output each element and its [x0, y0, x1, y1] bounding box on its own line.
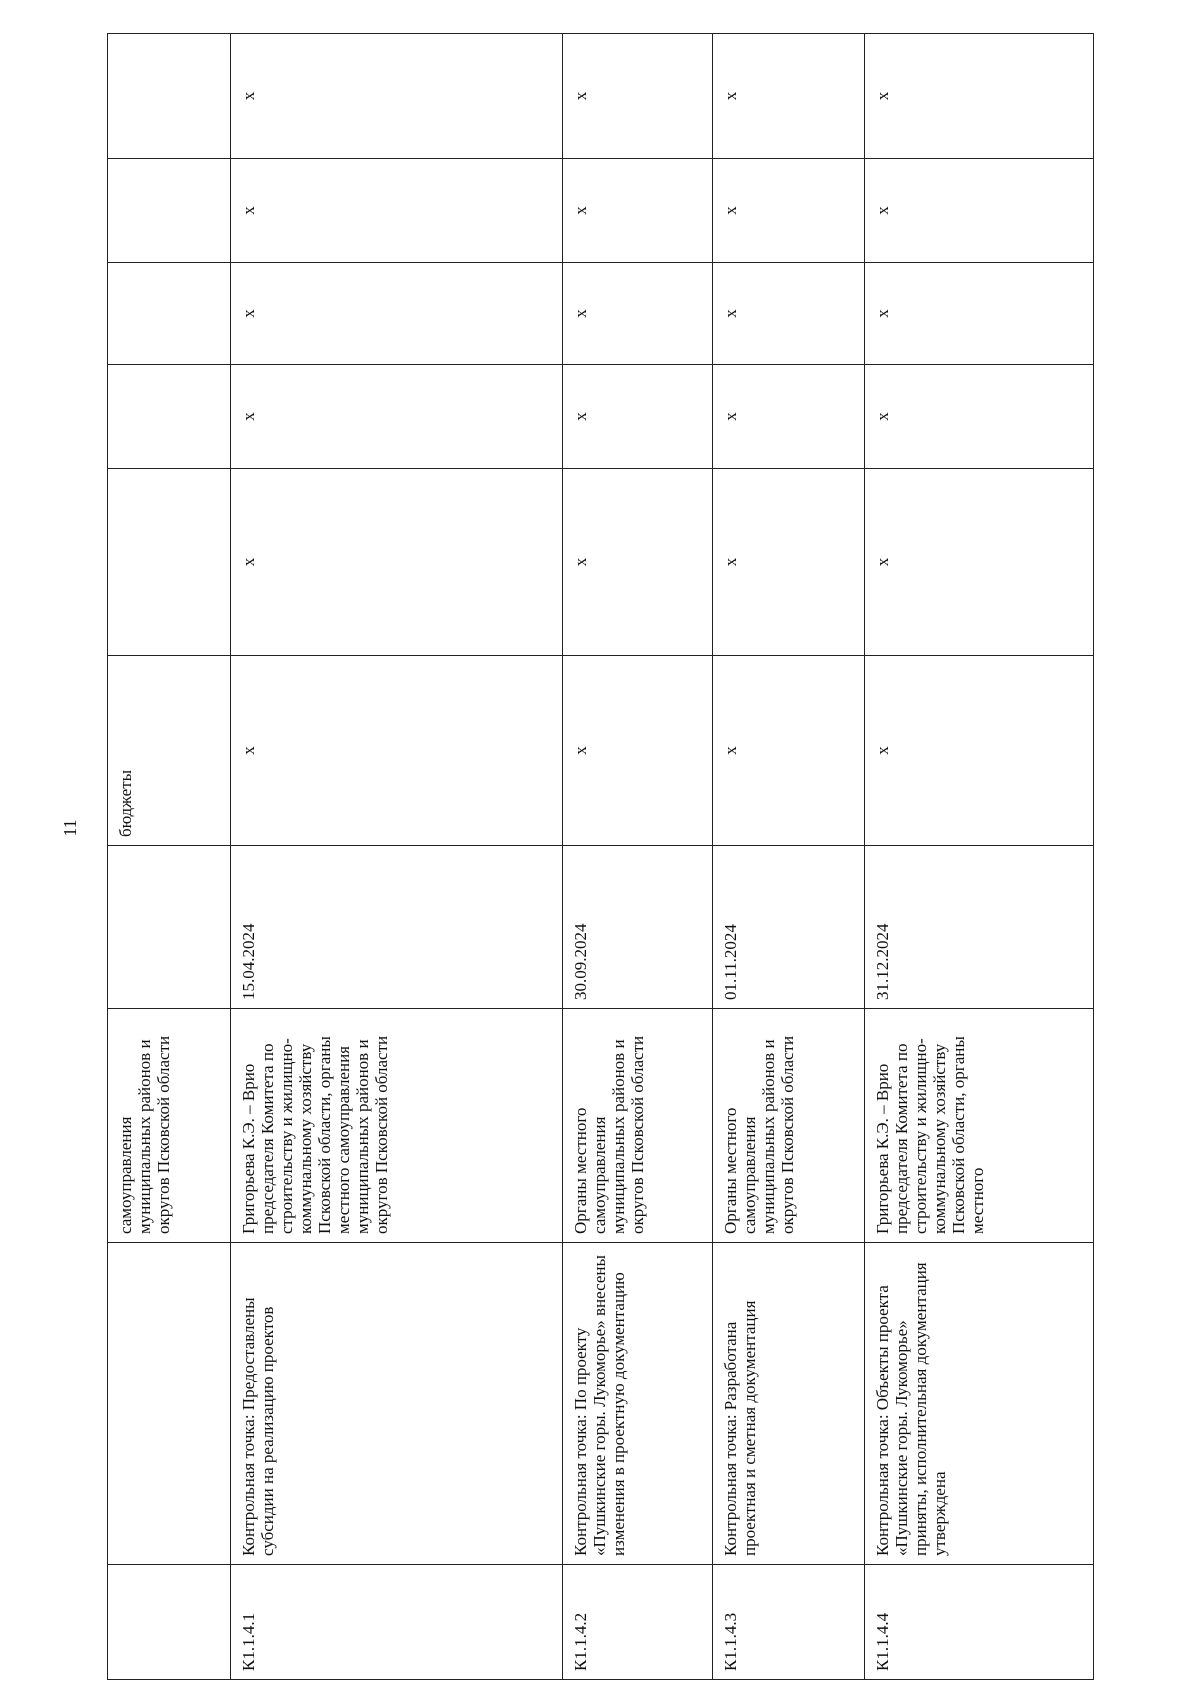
cell-mark: х: [712, 469, 865, 656]
cell-mark: х: [231, 159, 563, 263]
cell-mark: х: [231, 263, 563, 365]
cell-code: К1.1.4.2: [563, 1565, 712, 1680]
table-row: [563, 34, 712, 1680]
cell-responsible: Органы местного самоуправления муниципальных районов и округов Псковской области: [712, 1009, 865, 1243]
table-row: [712, 34, 865, 1680]
cell-empty: [108, 159, 231, 263]
cell-mark: х: [563, 159, 712, 263]
cell-empty: [108, 34, 231, 159]
cell-mark: х: [563, 34, 712, 159]
cell-mark: х: [865, 263, 1094, 365]
page-number: 11: [60, 819, 80, 837]
cell-empty: [108, 469, 231, 656]
cell-date: 01.11.2024: [712, 846, 865, 1009]
cell-name: Контрольная точка: Разработана проектная и сметная документация: [712, 1243, 865, 1565]
cell-mark: х: [563, 263, 712, 365]
cell-mark: х: [712, 365, 865, 469]
cell-mark: х: [712, 656, 865, 846]
cell-code: К1.1.4.1: [231, 1565, 563, 1680]
cell-mark: х: [865, 365, 1094, 469]
cell-mark: х: [712, 159, 865, 263]
cell-empty: [108, 263, 231, 365]
cell-responsible: Григорьева К.Э. – Врио председателя Комитета по строительству и жилищно-коммунальному хозяйству Псковской области, органы местного самоуправления муниципальных районов и округов Псковской области: [231, 1009, 563, 1243]
cell-name: [108, 1243, 231, 1565]
cell-date: 15.04.2024: [231, 846, 563, 1009]
cell-budget: бюджеты: [108, 656, 231, 846]
cell-mark: х: [865, 34, 1094, 159]
cell-responsible: Органы местного самоуправления муниципальных районов и округов Псковской области: [563, 1009, 712, 1243]
cell-mark: х: [231, 656, 563, 846]
cell-name: Контрольная точка: Объекты проекта «Пушкинские горы. Лукоморье» приняты, исполнительная документация утверждена: [865, 1243, 1094, 1565]
table-row: [865, 34, 1094, 1680]
cell-mark: х: [865, 469, 1094, 656]
cell-mark: х: [865, 159, 1094, 263]
table-row-continuation: [108, 34, 231, 1680]
cell-responsible: Григорьева К.Э. – Врио председателя Комитета по строительству и жилищно-коммунальному хозяйству Псковской области, органы местного: [865, 1009, 1094, 1243]
cell-mark: х: [712, 263, 865, 365]
cell-code: К1.1.4.4: [865, 1565, 1094, 1680]
cell-date: 31.12.2024: [865, 846, 1094, 1009]
rotated-table-container: [107, 34, 1094, 1680]
cell-name: Контрольная точка: Предоставлены субсидии на реализацию проектов: [231, 1243, 563, 1565]
cell-mark: х: [865, 656, 1094, 846]
cell-mark: х: [231, 34, 563, 159]
cell-empty: [108, 365, 231, 469]
cell-code: К1.1.4.3: [712, 1565, 865, 1680]
cell-responsible: самоуправления муниципальных районов и округов Псковской области: [108, 1009, 231, 1243]
cell-mark: х: [231, 365, 563, 469]
cell-date: [108, 846, 231, 1009]
cell-mark: х: [231, 469, 563, 656]
control-points-table: [107, 33, 1094, 1680]
cell-mark: х: [563, 656, 712, 846]
cell-name: Контрольная точка: По проекту «Пушкинские горы. Лукоморье» внесены изменения в проектную документацию: [563, 1243, 712, 1565]
cell-mark: х: [563, 469, 712, 656]
cell-mark: х: [563, 365, 712, 469]
table-row: [231, 34, 563, 1680]
cell-date: 30.09.2024: [563, 846, 712, 1009]
cell-mark: х: [712, 34, 865, 159]
cell-code: [108, 1565, 231, 1680]
